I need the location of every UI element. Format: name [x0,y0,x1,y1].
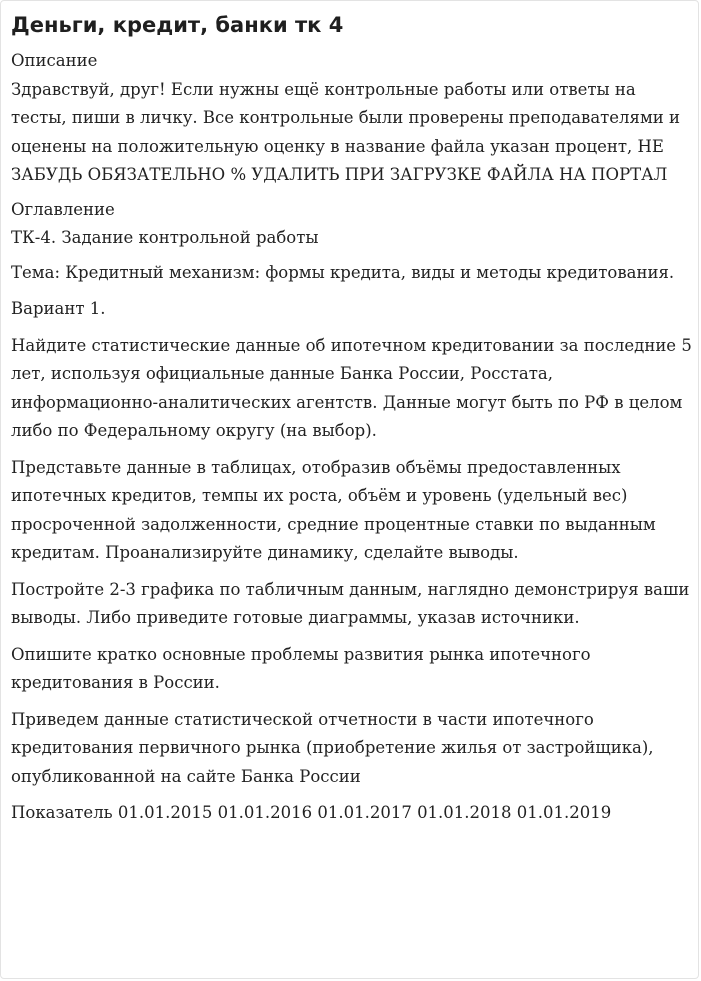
task-paragraph-1: Найдите статистические данные об ипотечном кредитовании за последние 5 лет, используя официальные данные Банка России, Росстата, информационно-аналитических агентств. Данные могут быть по РФ в целом либо по Федеральному округу (на выбор). [11,335,692,440]
table-header-line: Показатель 01.01.2015 01.01.2016 01.01.2017 01.01.2018 01.01.2019 [11,803,612,822]
document-content [11,9,693,836]
page-title: Деньги, кредит, банки тк 4 [11,13,344,37]
toc-label: Оглавление [11,199,115,219]
description-label: Описание [11,51,98,70]
description-text: Здравствуй, друг! Если нужны ещё контрольные работы или ответы на тесты, пиши в личку. Все контрольные были проверены преподавателями и оценены на положительную оценку в название файла указан процент, НЕ ЗАБУДЬ ОБЯЗАТЕЛЬНО % УДАЛИТЬ ПРИ ЗАГРУЗКЕ ФАЙЛА НА ПОРТАЛ [11,79,681,184]
assignment-heading: ТК-4. Задание контрольной работы [11,228,319,247]
variant-paragraph: Вариант 1. [11,299,106,318]
topic-paragraph: Тема: Кредитный механизм: формы кредита, виды и методы кредитования. [11,262,675,282]
task-paragraph-2: Представьте данные в таблицах, отобразив объёмы предоставленных ипотечных кредитов, темпы их роста, объём и уровень (удельный вес) просроченной задолженности, средние процентные ставки по выданным кредитам. Проанализируйте динамику, сделайте выводы. [11,457,656,562]
data-intro-paragraph: Приведем данные статистической отчетности в части ипотечного кредитования первичного рынка (приобретение жилья от застройщика), опубликованной на сайте Банка России [11,709,654,786]
task-paragraph-4: Опишите кратко основные проблемы развития рынка ипотечного кредитования в России. [11,644,591,692]
task-paragraph-3: Постройте 2-3 графика по табличным данным, наглядно демонстрируя ваши выводы. Либо приведите готовые диаграммы, указав источники. [11,579,690,627]
